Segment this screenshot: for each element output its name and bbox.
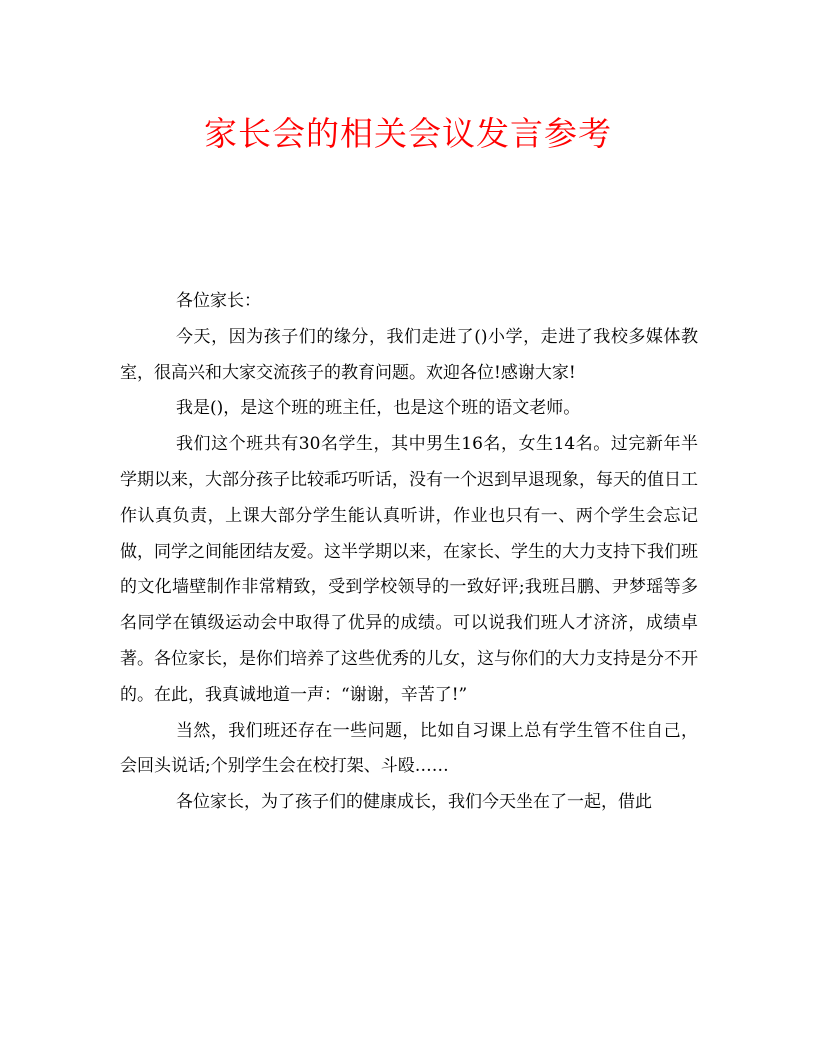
document-title: 家长会的相关会议发言参考 <box>204 114 612 153</box>
class-overview-paragraph: 我们这个班共有30名学生，其中男生16名，女生14名。过完新年半学期以来，大部分孩子比较乖巧听话，没有一个迟到早退现象，每天的值日工作认真负责，上课大部分学生能认真听讲，作业也只有一、两个学生会忘记做，同学之间能团结友爱。这半学期以来，在家长、学生的大力支持下我们班的文化墙壁制作非常精致，受到学校领导的一致好评;我班吕鹏、尹梦瑶等多名同学在镇级运动会中取得了优异的成绩。可以说我们班人才济济，成绩卓著。各位家长，是你们培养了这些优秀的儿女，这与你们的大力支持是分不开的。在此，我真诚地道一声：“谢谢，辛苦了!” <box>120 434 698 705</box>
problems-paragraph: 当然，我们班还存在一些问题，比如自习课上总有学生管不住自己，会回头说话;个别学生会在校打架、斗殴…… <box>120 720 698 777</box>
welcome-paragraph: 今天，因为孩子们的缘分，我们走进了()小学，走进了我校多媒体教室，很高兴和大家交流孩子的教育问题。欢迎各位!感谢大家! <box>120 326 698 383</box>
closing-paragraph: 各位家长，为了孩子们的健康成长，我们今天坐在了一起，借此 <box>176 792 652 813</box>
salutation-paragraph: 各位家长： <box>176 291 261 311</box>
introduction-paragraph: 我是()，是这个班的班主任，也是这个班的语文老师。 <box>176 398 581 419</box>
document-body <box>120 284 698 821</box>
